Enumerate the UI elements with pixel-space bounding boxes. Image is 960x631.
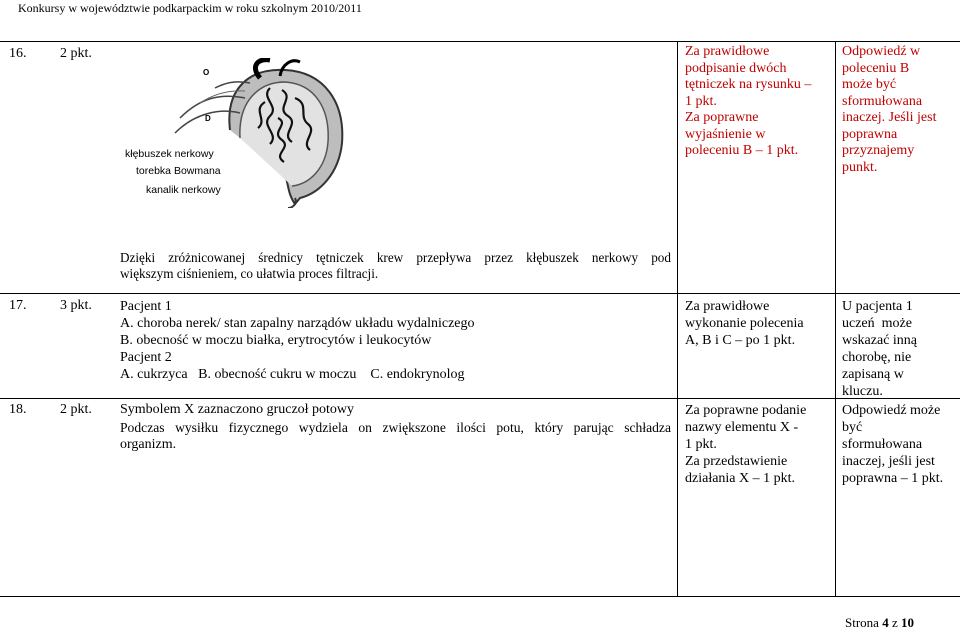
footer-separator: z bbox=[891, 615, 898, 630]
row-17-notes bbox=[842, 298, 917, 400]
answer-line: Pacjent 1 bbox=[120, 299, 172, 314]
answer-line: A. cukrzyca B. obecność cukru w moczu C. endokrynolog bbox=[120, 367, 465, 382]
label-bowman-capsule: torebka Bowmana bbox=[136, 165, 221, 177]
scoring-line: Za poprawne bbox=[685, 110, 759, 125]
row-divider bbox=[0, 596, 960, 597]
scoring-line: tętniczek na rysunku – bbox=[685, 77, 812, 92]
label-o: O bbox=[203, 68, 210, 77]
column-divider bbox=[835, 41, 836, 597]
row-16-answer-line: większym ciśnieniem, co ułatwia proces filtracji. bbox=[120, 266, 379, 281]
scoring-line: Za prawidłowe bbox=[685, 299, 770, 314]
row-divider bbox=[0, 398, 960, 399]
row-17-number: 17. bbox=[9, 298, 27, 313]
note-line: może być bbox=[842, 77, 897, 92]
row-18-number: 18. bbox=[9, 402, 27, 417]
note-line: punkt. bbox=[842, 159, 878, 175]
row-16-answer-line: Dzięki zróżnicowanej średnicy tętniczek krew przepływa przez kłębuszek nerkowy pod bbox=[120, 250, 671, 265]
row-18-points: 2 pkt. bbox=[60, 402, 92, 417]
row-17-scoring bbox=[685, 298, 804, 349]
scoring-line: A, B i C – po 1 pkt. bbox=[685, 333, 796, 348]
note-line: poprawna bbox=[842, 126, 898, 142]
scoring-line: podpisanie dwóch bbox=[685, 60, 787, 76]
row-divider bbox=[0, 41, 960, 42]
scoring-line: Za przedstawienie bbox=[685, 454, 788, 469]
document-header: Konkursy w województwie podkarpackim w roku szkolnym 2010/2011 bbox=[18, 1, 362, 15]
scoring-line: działania X – 1 pkt. bbox=[685, 471, 796, 486]
footer-page-number: 4 bbox=[882, 615, 889, 630]
note-line: sformułowana bbox=[842, 437, 923, 452]
footer-prefix: Strona bbox=[845, 615, 879, 630]
note-line: sformułowana bbox=[842, 93, 923, 109]
row-18-notes bbox=[842, 402, 943, 487]
note-line: poleceniu B bbox=[842, 60, 910, 76]
note-line: chorobę, nie bbox=[842, 350, 912, 365]
row-16-scoring bbox=[685, 44, 811, 160]
row-18-answer-line: Podczas wysiłku fizycznego wydziela on zwiększone ilości potu, który parując schładza bbox=[120, 420, 671, 435]
nephron-diagram bbox=[120, 58, 380, 208]
scoring-line: Za prawidłowe bbox=[685, 44, 770, 59]
column-divider bbox=[677, 41, 678, 597]
footer-total-pages: 10 bbox=[901, 615, 914, 630]
row-17-points: 3 pkt. bbox=[60, 298, 92, 313]
label-renal-tubule: kanalik nerkowy bbox=[146, 184, 221, 196]
note-line: Odpowiedź w bbox=[842, 44, 921, 59]
note-line: Odpowiedź może bbox=[842, 403, 941, 418]
scoring-line: wyjaśnienie w bbox=[685, 126, 766, 142]
note-line: uczeń może bbox=[842, 316, 912, 331]
scoring-line: wykonanie polecenia bbox=[685, 316, 804, 331]
note-line: poprawna – 1 pkt. bbox=[842, 471, 944, 486]
row-17-answer bbox=[120, 298, 475, 383]
note-line: kluczu. bbox=[842, 384, 883, 399]
note-line: U pacjenta 1 bbox=[842, 299, 913, 314]
label-glomerulus: kłębuszek nerkowy bbox=[125, 148, 214, 160]
answer-line: B. obecność w moczu białka, erytrocytów i leukocytów bbox=[120, 333, 432, 348]
row-18-answer-line: organizm. bbox=[120, 437, 177, 452]
answer-line: Pacjent 2 bbox=[120, 350, 172, 365]
row-18-scoring bbox=[685, 402, 806, 487]
row-16-points: 2 pkt. bbox=[60, 46, 92, 61]
scoring-line: 1 pkt. bbox=[685, 437, 717, 452]
row-18-answer-line: Symbolem X zaznaczono gruczoł potowy bbox=[120, 402, 355, 417]
row-divider bbox=[0, 293, 960, 294]
note-line: wskazać inną bbox=[842, 333, 918, 348]
row-16-number: 16. bbox=[9, 46, 27, 61]
note-line: inaczej. Jeśli jest bbox=[842, 110, 937, 125]
note-line: być bbox=[842, 420, 863, 435]
scoring-line: nazwy elementu X - bbox=[685, 420, 799, 435]
note-line: inaczej, jeśli jest bbox=[842, 454, 935, 469]
scoring-line: 1 pkt. bbox=[685, 93, 717, 109]
answer-line: A. choroba nerek/ stan zapalny narządów układu wydalniczego bbox=[120, 316, 475, 331]
scoring-line: Za poprawne podanie bbox=[685, 403, 807, 418]
note-line: przyznajemy bbox=[842, 143, 915, 158]
label-d: D bbox=[205, 114, 211, 123]
scoring-line: poleceniu B – 1 pkt. bbox=[685, 143, 799, 158]
row-16-notes bbox=[842, 44, 936, 176]
note-line: zapisaną w bbox=[842, 367, 904, 382]
